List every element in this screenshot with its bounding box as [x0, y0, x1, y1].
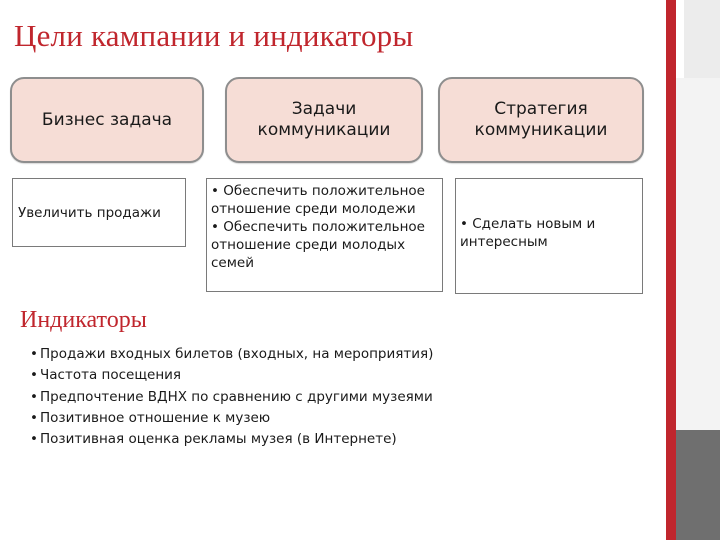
- header-communication-strategy-line2: коммуникации: [474, 120, 608, 140]
- content-communication-strategy-line: интересным: [460, 234, 548, 250]
- content-communication-tasks: [206, 178, 443, 292]
- content-business-task: [12, 178, 186, 247]
- bullet-icon: •: [30, 388, 38, 405]
- bullet-icon: •: [30, 409, 38, 426]
- indicators-title: Индикаторы: [20, 307, 147, 333]
- indicator-item: [30, 408, 433, 429]
- indicator-item: [30, 387, 433, 408]
- bullet-icon: •: [30, 346, 38, 362]
- bullet-icon: •: [30, 431, 38, 448]
- header-business-task-label: Бизнес задача: [41, 109, 173, 130]
- content-communication-tasks-line: • Обеспечить положительное: [211, 219, 425, 235]
- header-communication-tasks: [225, 77, 423, 163]
- indicator-item-text: Позитивное отношение к музею: [40, 409, 271, 426]
- indicator-item-text: Продажи входных билетов (входных, на мероприятия): [40, 346, 434, 362]
- header-business-task: [10, 77, 204, 163]
- bullet-icon: •: [30, 367, 38, 384]
- indicator-item-text: Предпочтение ВДНХ по сравнению с другими музеями: [40, 388, 433, 405]
- decor-light-bar: [684, 0, 720, 78]
- indicator-item: [30, 429, 433, 450]
- slide-title: Цели кампании и индикаторы: [14, 18, 414, 53]
- header-communication-tasks-line2: коммуникации: [257, 120, 391, 140]
- content-communication-tasks-line: отношение среди молодежи: [211, 201, 416, 217]
- indicators-list: [30, 344, 433, 450]
- indicator-item-text: Частота посещения: [40, 367, 182, 384]
- decor-red-bar: [666, 0, 676, 540]
- header-communication-strategy: [438, 77, 644, 163]
- indicator-item-text: Позитивная оценка рекламы музея (в Интернете): [40, 431, 397, 448]
- content-communication-tasks-line: • Обеспечить положительное: [211, 183, 425, 199]
- header-communication-strategy-line1: Стратегия: [494, 99, 588, 119]
- content-communication-strategy: [455, 178, 643, 294]
- header-communication-tasks-line1: Задачи: [291, 99, 357, 119]
- indicator-item: [30, 344, 433, 365]
- content-communication-strategy-line: • Сделать новым и: [460, 216, 596, 232]
- decor-grey-bar: [676, 78, 720, 430]
- content-business-task-text: Увеличить продажи: [18, 204, 161, 221]
- indicator-item: [30, 365, 433, 386]
- content-communication-tasks-line: семей: [211, 255, 254, 271]
- decor-dark-bar: [676, 430, 720, 540]
- content-communication-tasks-line: отношение среди молодых: [211, 237, 406, 253]
